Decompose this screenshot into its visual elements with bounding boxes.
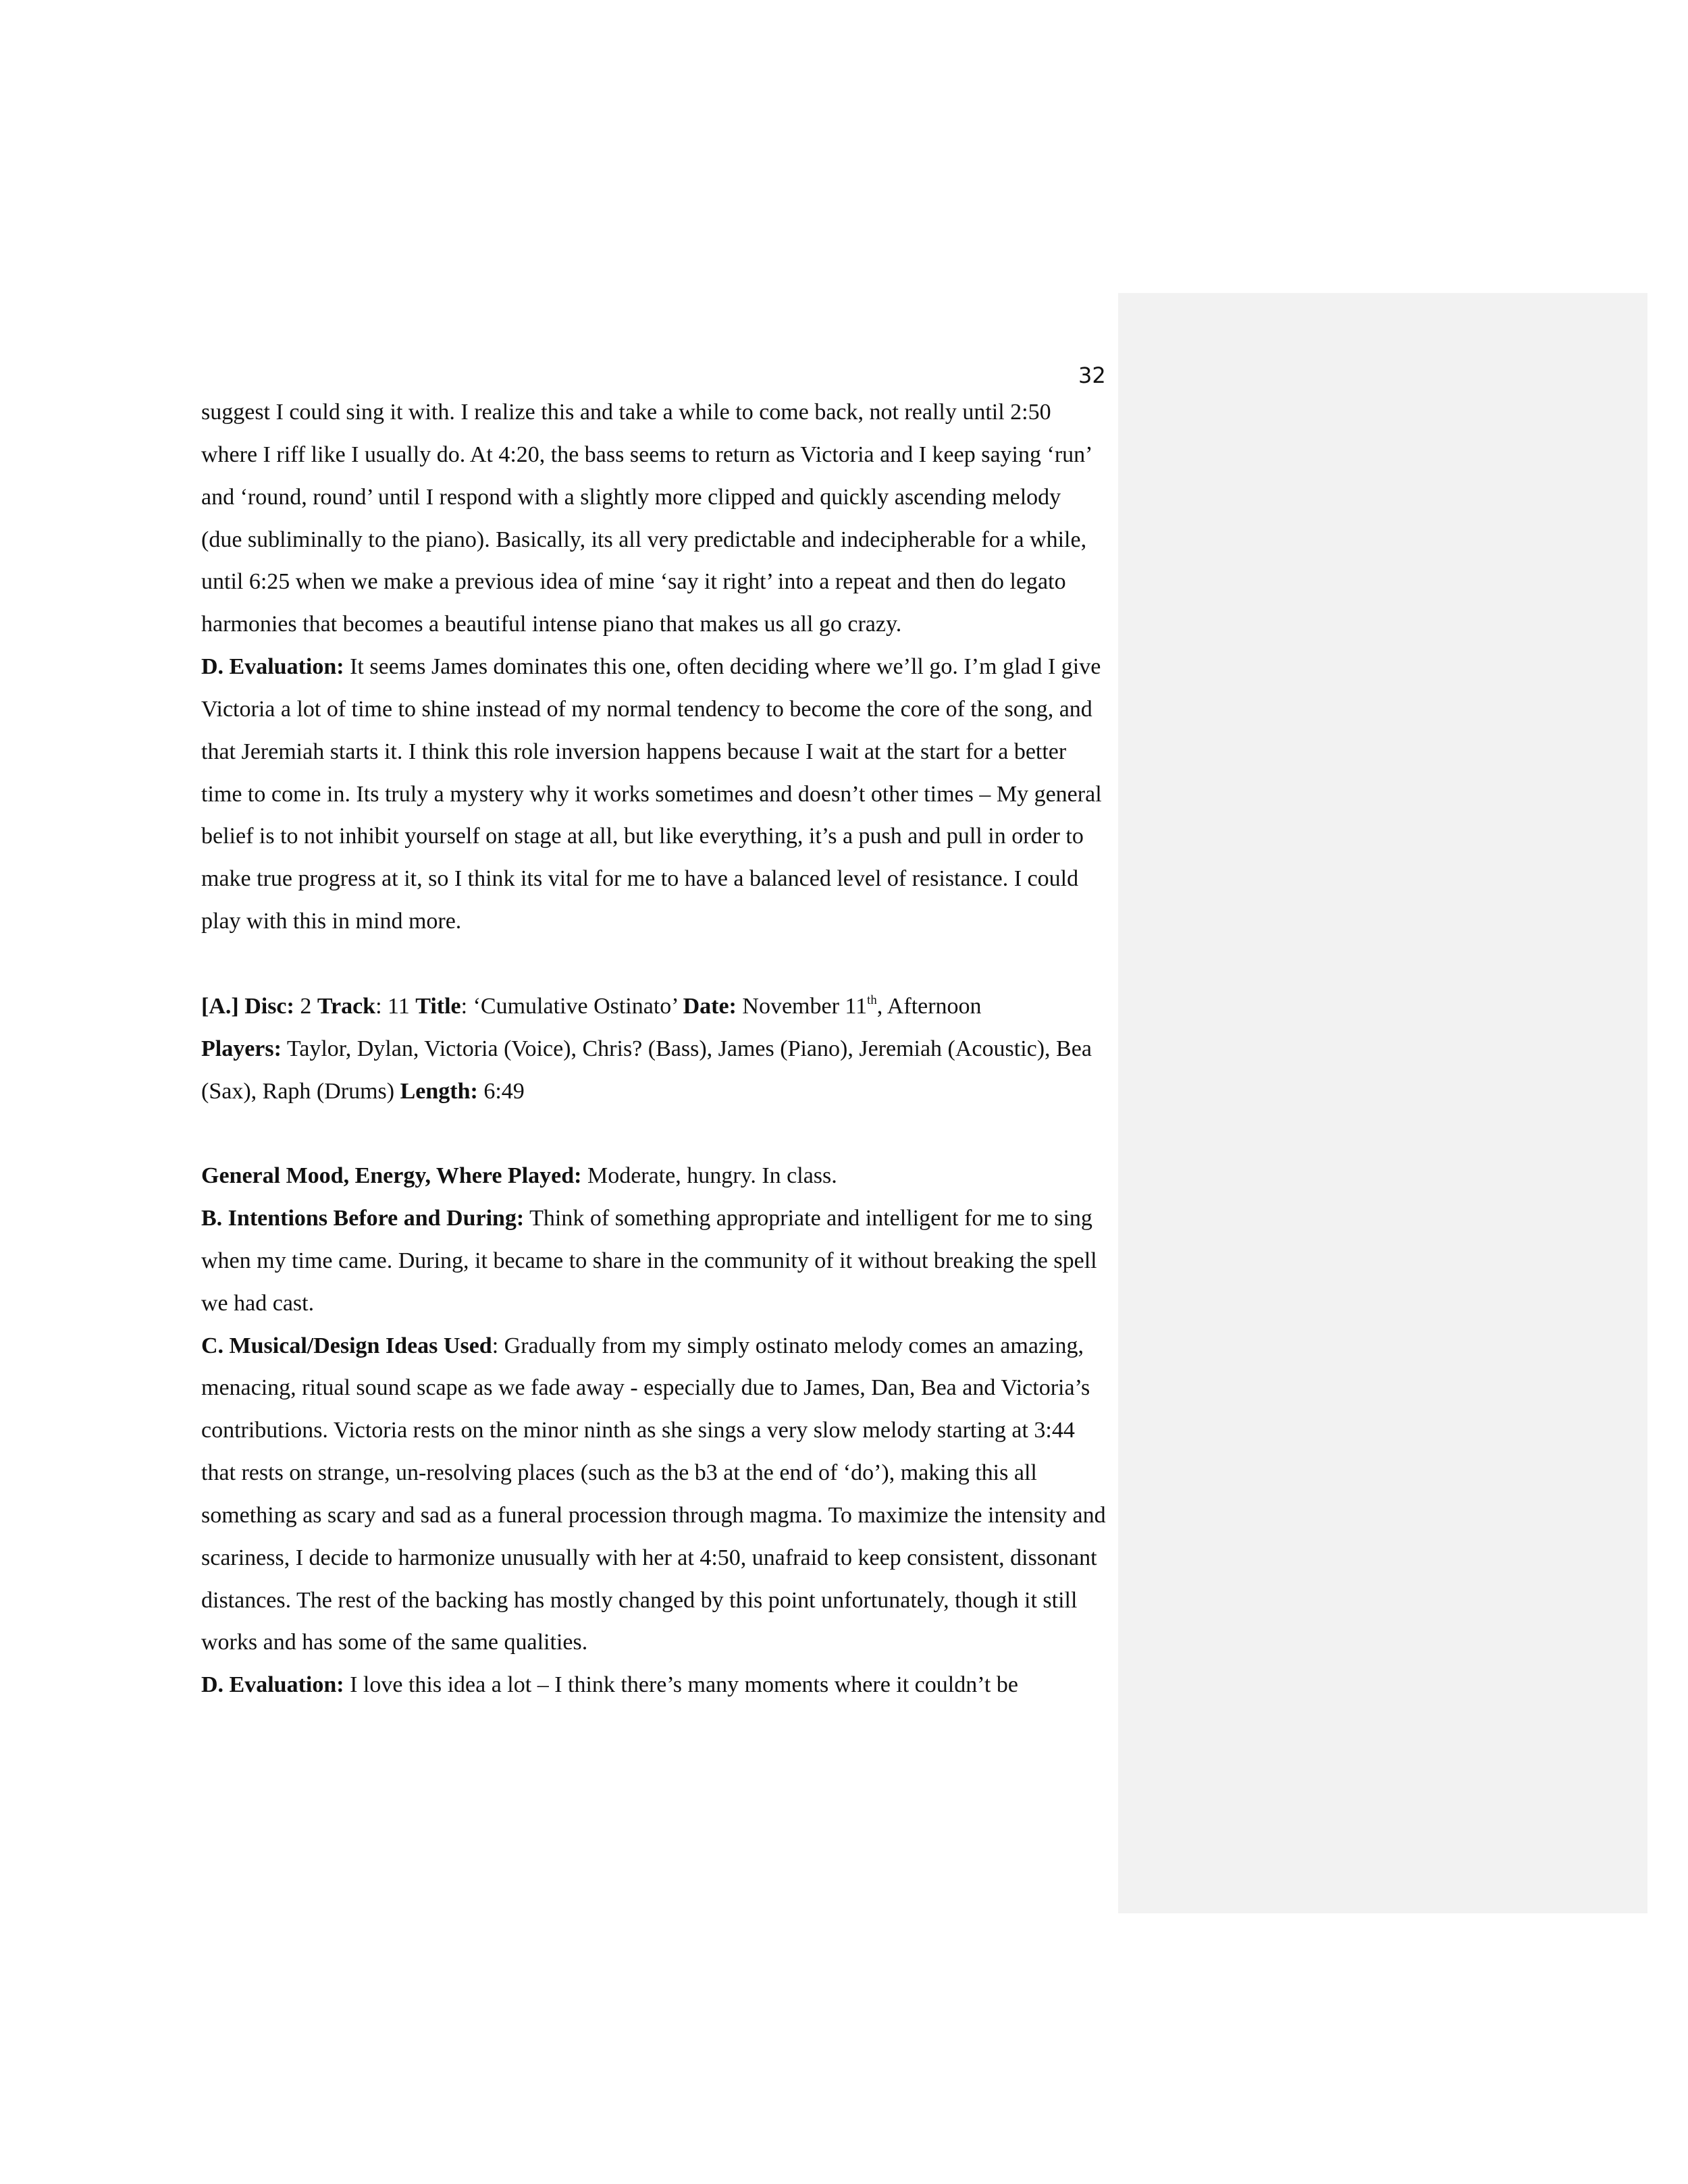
musical-ideas-text: : Gradually from my simply ostinato melody comes an amazing, menacing, ritual sound scape as we fade away - especially due to James, Dan, Bea and Victoria’s contributions. Victoria rests on the minor ninth as she sings a very slow melody starting at 3:44 that rests on strange, un-resolving places (such as the b3 at the end of ‘do’), making this all something as scary and sad as a funeral procession through magma. To maximize the intensity and scariness, I decide to harmonize unusually with her at 4:50, unafraid to keep consistent, dissonant distances. The rest of the backing has mostly changed by this point unfortunately, though it still works and has some of the same qualities. — [201, 1333, 1106, 1655]
musical-ideas-label: C. Musical/Design Ideas Used — [201, 1333, 492, 1358]
evaluation-paragraph-2 — [201, 1664, 1106, 1707]
disc-value: 2 — [294, 993, 317, 1019]
date-rest: , Afternoon — [876, 993, 982, 1019]
spacer — [201, 1113, 1106, 1155]
date-label: Date: — [683, 993, 737, 1019]
length-label: Length: — [400, 1078, 478, 1104]
intentions-paragraph — [201, 1198, 1106, 1325]
players-label: Players: — [201, 1036, 282, 1061]
general-mood-label: General Mood, Energy, Where Played: — [201, 1163, 582, 1189]
track-value: : 11 — [375, 993, 416, 1019]
players-value: Taylor, Dylan, Victoria (Voice), Chris? (Bass), James (Piano), Jeremiah (Acoustic), Bea (Sax), Raph (Drums) — [201, 1036, 1092, 1104]
title-value: : ‘Cumulative Ostinato’ — [460, 993, 683, 1019]
track-label: Track — [317, 993, 376, 1019]
intro-paragraph: suggest I could sing it with. I realize this and take a while to come back, not really until 2:50 where I riff like I usually do. At 4:20, the bass seems to return as Victoria and I keep saying ‘run’ and ‘round, round’ until I respond with a slightly more clipped and quickly ascending melody (due subliminally to the piano). Basically, its all very predictable and indecipherable for a while, until 6:25 when we make a previous idea of mine ‘say it right’ into a repeat and then do legato harmonies that becomes a beautiful intense piano that makes us all go crazy. — [201, 400, 1091, 637]
evaluation-text-2: I love this idea a lot – I think there’s many moments where it couldn’t be — [344, 1672, 1018, 1698]
intentions-label: B. Intentions Before and During: — [201, 1206, 525, 1231]
page-number: 32 — [1078, 363, 1106, 388]
disc-label: [A.] Disc: — [201, 993, 294, 1019]
track-info-paragraph — [201, 986, 1106, 1113]
spacer — [201, 943, 1106, 986]
general-mood-text: Moderate, hungry. In class. — [581, 1163, 837, 1189]
length-value: 6:49 — [477, 1078, 525, 1104]
date-ordinal-suffix: th — [867, 992, 877, 1007]
document-body — [201, 392, 1106, 1707]
evaluation-label-1: D. Evaluation: — [201, 654, 344, 680]
evaluation-paragraph-1 — [201, 646, 1106, 943]
intentions-text: Think of something appropriate and intelligent for me to sing when my time came. During, it became to share in the community of it without breaking the spell we had cast. — [201, 1206, 1097, 1316]
general-mood-paragraph — [201, 1155, 1106, 1198]
title-label: Title — [415, 993, 461, 1019]
comment-margin-pane — [1118, 293, 1647, 1913]
date-value: November 11 — [736, 993, 868, 1019]
evaluation-text-1: It seems James dominates this one, often deciding where we’ll go. I’m glad I give Victoria a lot of time to shine instead of my normal tendency to become the core of the song, and that Jeremiah starts it. I think this role inversion happens because I wait at the start for a better time to come in. Its truly a mystery why it works sometimes and doesn’t other times – My general belief is to not inhibit yourself on stage at all, but like everything, it’s a push and pull in order to make true progress at it, so I think its vital for me to have a balanced level of resistance. I could play with this in mind more. — [201, 654, 1102, 934]
evaluation-label-2: D. Evaluation: — [201, 1672, 344, 1698]
musical-ideas-paragraph — [201, 1325, 1106, 1665]
